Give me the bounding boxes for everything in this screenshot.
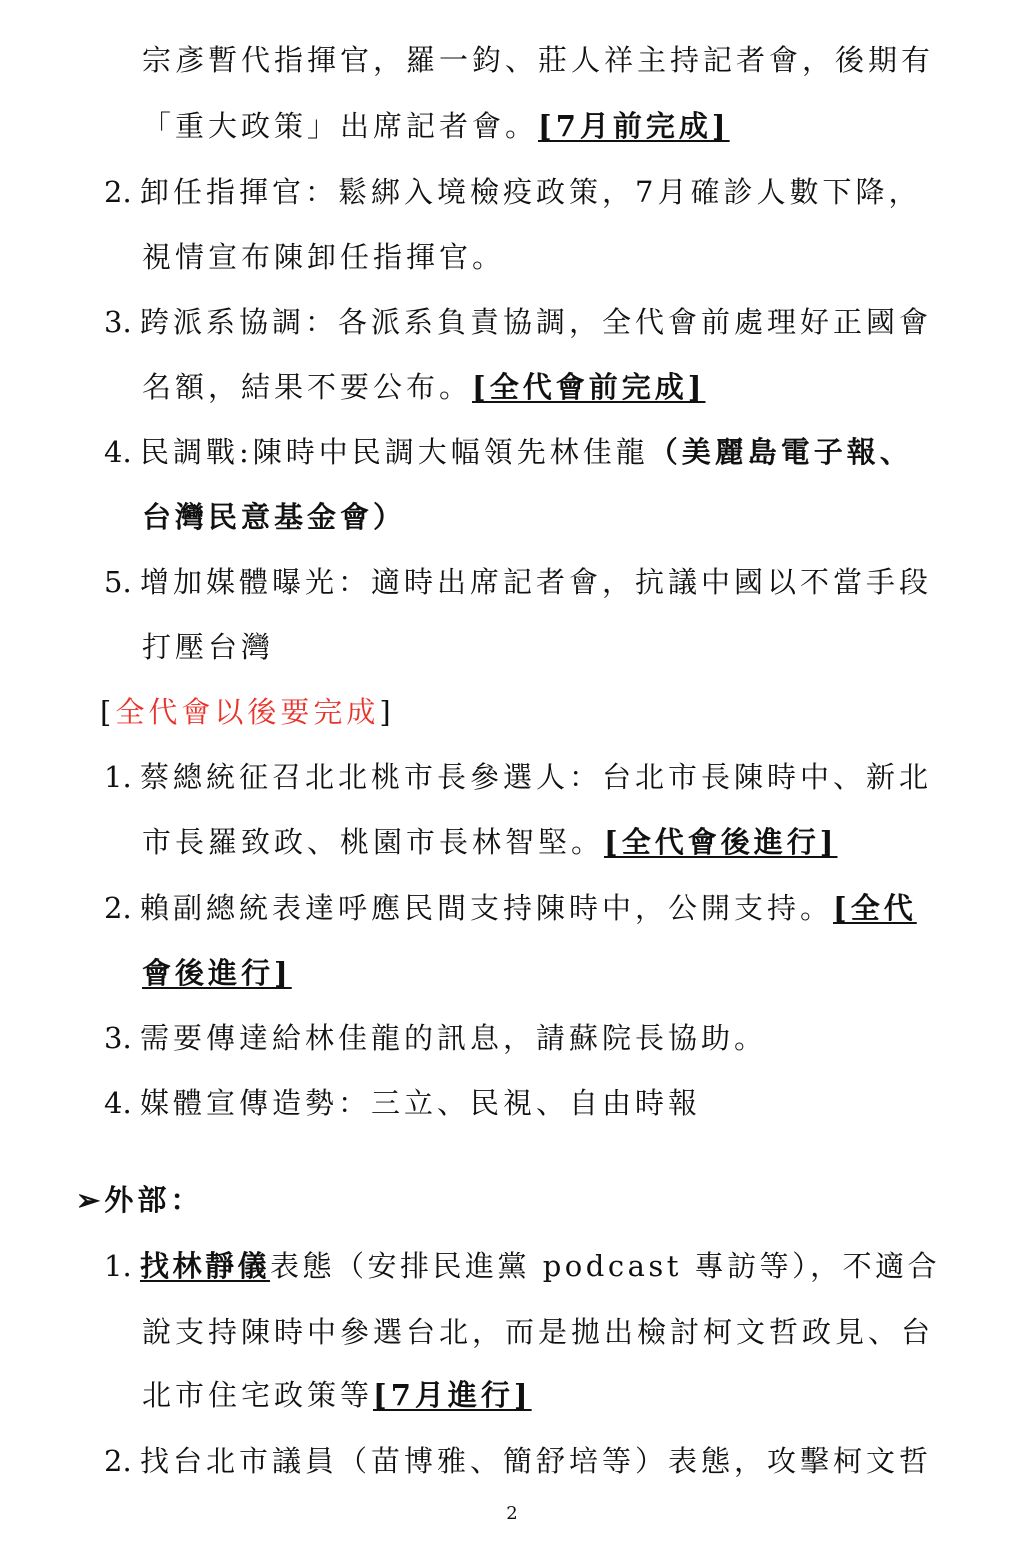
- list-item-text: 賴副總統表達呼應民間支持陳時中，公開支持。: [140, 891, 834, 925]
- list-number: 4.: [104, 1086, 132, 1120]
- deadline-tag: 會後進行]: [142, 956, 292, 990]
- deadline-tag: [7月進行]: [373, 1378, 532, 1412]
- text-line: [142, 40, 934, 80]
- deadline-tag: [全代會後進行]: [604, 825, 838, 859]
- list-item: [104, 1018, 767, 1058]
- list-item: [104, 1083, 701, 1123]
- list-number: 4.: [104, 435, 132, 469]
- list-item-continuation: [142, 822, 837, 862]
- bracket: ]: [379, 695, 395, 729]
- list-item: [104, 172, 921, 212]
- heading-text: 外部：: [104, 1183, 204, 1217]
- list-number: 1.: [104, 1249, 132, 1283]
- section-heading: [100, 692, 395, 732]
- list-item-text: 北市住宅政策等: [142, 1378, 374, 1412]
- deadline-tag: [7月前完成]: [538, 109, 730, 143]
- list-item-text: 卸任指揮官：鬆綁入境檢疫政策，7月確診人數下降，: [140, 175, 922, 209]
- list-item-text: 媒體宣傳造勢：三立、民視、自由時報: [140, 1086, 702, 1120]
- list-item: [104, 562, 932, 602]
- list-item-continuation: [142, 627, 274, 667]
- list-number: 2.: [104, 175, 132, 209]
- list-number: 2.: [104, 1444, 132, 1478]
- list-item-text: 市長羅致政、桃園市長林智堅。: [142, 825, 605, 859]
- list-item: [104, 302, 932, 342]
- list-item: [104, 888, 917, 928]
- list-item-continuation: [142, 953, 292, 993]
- list-number: 1.: [104, 760, 132, 794]
- external-heading: [76, 1180, 203, 1220]
- section-label: 全代會以後要完成: [115, 695, 380, 729]
- list-item-continuation: [142, 237, 505, 277]
- list-item: [104, 1246, 940, 1286]
- list-number: 5.: [104, 565, 132, 599]
- list-item-text: 民調戰:陳時中民調大幅領先林佳龍: [140, 435, 649, 469]
- list-item-continuation: [142, 1375, 532, 1415]
- source-text: （美麗島電子報、: [648, 435, 913, 469]
- deadline-tag: [全代會前完成]: [472, 370, 706, 404]
- list-item-text: 跨派系協調：各派系負責協調，全代會前處理好正國會: [140, 305, 933, 339]
- list-number: 2.: [104, 891, 132, 925]
- arrow-bullet-icon: ➢: [76, 1183, 105, 1217]
- deadline-tag: [全代: [833, 891, 917, 925]
- person-name: 找林靜儀: [140, 1249, 271, 1283]
- list-number: 3.: [104, 305, 132, 339]
- list-item-text: 名額，結果不要公布。: [142, 370, 473, 404]
- list-item-continuation: [142, 497, 406, 537]
- page-number: 2: [506, 1503, 518, 1524]
- list-item-continuation: [142, 1312, 934, 1352]
- list-item: [104, 1441, 932, 1481]
- list-item-continuation: [142, 367, 705, 407]
- list-item-text: 打壓台灣: [142, 630, 275, 664]
- bracket: [: [100, 695, 116, 729]
- list-item-text: 找台北市議員（苗博雅、簡舒培等）表態，攻擊柯文哲: [140, 1444, 933, 1478]
- text-line: [142, 106, 730, 146]
- list-item-text: 增加媒體曝光：適時出席記者會，抗議中國以不當手段: [140, 565, 933, 599]
- list-item-text: 需要傳達給林佳龍的訊息，請蘇院長協助。: [140, 1021, 768, 1055]
- list-item: [104, 757, 932, 797]
- list-item-text: 視情宣布陳卸任指揮官。: [142, 240, 506, 274]
- list-item-text: 說支持陳時中參選台北，而是拋出檢討柯文哲政見、台: [142, 1315, 935, 1349]
- paragraph-text: 「重大政策」出席記者會。: [142, 109, 539, 143]
- list-item: [104, 432, 913, 472]
- list-item-text: 蔡總統征召北北桃市長參選人：台北市長陳時中、新北: [140, 760, 933, 794]
- paragraph-text: 宗彥暫代指揮官，羅一鈞、莊人祥主持記者會，後期有: [142, 43, 935, 77]
- list-item-text: 表態（安排民進黨 podcast 專訪等），不適合: [270, 1249, 941, 1283]
- list-number: 3.: [104, 1021, 132, 1055]
- source-text: 台灣民意基金會）: [142, 500, 407, 534]
